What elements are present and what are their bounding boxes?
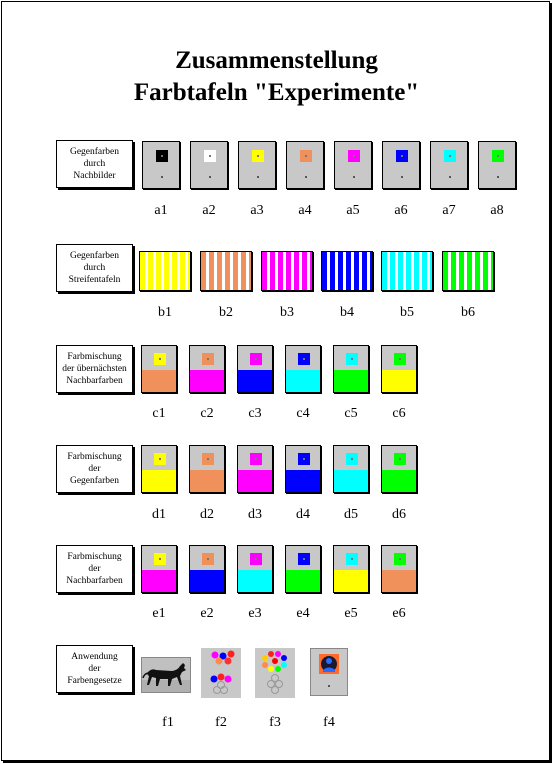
mix-color-area (190, 570, 224, 592)
mix-color-area (142, 370, 176, 392)
caption-b6: b6 (461, 305, 475, 320)
label-row-b: Gegenfarben durch Streifentafeln (56, 244, 133, 292)
color-square (154, 553, 166, 565)
color-square (300, 150, 312, 162)
mix-color-area (286, 370, 320, 392)
mix-color-area (286, 470, 320, 492)
label-row-e: Farbmischung der Nachbarfarben (56, 545, 133, 593)
caption-a2: a2 (202, 203, 216, 218)
color-card-a5[interactable] (334, 141, 372, 189)
image-f2[interactable] (201, 648, 241, 698)
caption-b5: b5 (400, 305, 414, 320)
caption-c2: c2 (200, 406, 214, 421)
page-title-line1: Zusammenstellung (175, 47, 378, 74)
mix-card-c5[interactable] (333, 345, 369, 393)
mix-card-e6[interactable] (381, 545, 417, 593)
color-square (202, 553, 214, 565)
mix-card-d3[interactable] (237, 445, 273, 493)
label-row-f: Anwendung der Farbengesetze (56, 645, 133, 693)
stripe-card-b3[interactable] (261, 251, 313, 291)
color-square (394, 353, 406, 365)
caption-a6: a6 (394, 203, 408, 218)
mix-color-area (334, 470, 368, 492)
caption-e1: e1 (152, 606, 166, 621)
stripe-card-b1[interactable] (139, 251, 191, 291)
mix-card-d5[interactable] (333, 445, 369, 493)
image-f4[interactable] (310, 648, 348, 696)
mix-card-c4[interactable] (285, 345, 321, 393)
color-square (298, 553, 310, 565)
caption-c1: c1 (152, 406, 166, 421)
mix-card-e5[interactable] (333, 545, 369, 593)
color-square (346, 553, 358, 565)
label-row-a: Gegenfarben durch Nachbilder (56, 140, 133, 188)
color-square (250, 353, 262, 365)
caption-d3: d3 (248, 507, 262, 522)
mix-color-area (142, 470, 176, 492)
mix-card-c2[interactable] (189, 345, 225, 393)
caption-f2: f2 (215, 715, 227, 730)
color-square (204, 150, 216, 162)
page-title-line2: Farbtafeln "Experimente" (133, 79, 420, 106)
mix-color-area (334, 370, 368, 392)
caption-f3: f3 (269, 715, 281, 730)
caption-e2: e2 (200, 606, 214, 621)
color-square (154, 353, 166, 365)
caption-f4: f4 (323, 715, 335, 730)
portrait-icon (311, 649, 347, 695)
color-square (156, 150, 168, 162)
color-card-a1[interactable] (142, 141, 180, 189)
caption-c4: c4 (296, 406, 310, 421)
label-row-c: Farbmischung der übernächsten Nachbarfarben (56, 345, 133, 393)
caption-a4: a4 (298, 203, 312, 218)
caption-e4: e4 (296, 606, 310, 621)
color-circles-icon (201, 648, 241, 698)
color-card-a3[interactable] (238, 141, 276, 189)
mix-color-area (382, 370, 416, 392)
color-card-a4[interactable] (286, 141, 324, 189)
color-wheel-icon (255, 648, 295, 698)
caption-d1: d1 (152, 507, 166, 522)
color-square (346, 453, 358, 465)
mix-color-area (382, 470, 416, 492)
mix-color-area (190, 470, 224, 492)
animal-silhouette-icon (142, 658, 190, 692)
caption-e3: e3 (248, 606, 262, 621)
color-square (394, 453, 406, 465)
color-square (252, 150, 264, 162)
mix-card-d6[interactable] (381, 445, 417, 493)
color-square (298, 353, 310, 365)
mix-card-c1[interactable] (141, 345, 177, 393)
caption-a5: a5 (346, 203, 360, 218)
caption-c3: c3 (248, 406, 262, 421)
caption-c5: c5 (344, 406, 358, 421)
caption-a7: a7 (442, 203, 456, 218)
image-f3[interactable] (255, 648, 295, 698)
caption-d6: d6 (392, 507, 406, 522)
stripe-card-b4[interactable] (321, 251, 373, 291)
color-square (492, 150, 504, 162)
mix-color-area (238, 570, 272, 592)
color-square (396, 150, 408, 162)
mix-card-d4[interactable] (285, 445, 321, 493)
caption-d2: d2 (200, 507, 214, 522)
color-square (394, 553, 406, 565)
mix-card-d2[interactable] (189, 445, 225, 493)
color-square (444, 150, 456, 162)
caption-b3: b3 (280, 305, 294, 320)
color-square (346, 353, 358, 365)
color-card-a8[interactable] (478, 141, 516, 189)
mix-color-area (238, 470, 272, 492)
color-square (202, 353, 214, 365)
color-card-a2[interactable] (190, 141, 228, 189)
caption-d4: d4 (296, 507, 310, 522)
stripe-card-b2[interactable] (200, 251, 252, 291)
mix-color-area (286, 570, 320, 592)
caption-b4: b4 (340, 305, 354, 320)
mix-card-e3[interactable] (237, 545, 273, 593)
mix-card-e4[interactable] (285, 545, 321, 593)
color-square (250, 553, 262, 565)
color-card-a6[interactable] (382, 141, 420, 189)
color-square (154, 453, 166, 465)
caption-a1: a1 (154, 203, 168, 218)
stripe-card-b5[interactable] (381, 251, 433, 291)
mix-color-area (238, 370, 272, 392)
mix-color-area (142, 570, 176, 592)
caption-a3: a3 (250, 203, 264, 218)
color-square (250, 453, 262, 465)
mix-card-c3[interactable] (237, 345, 273, 393)
mix-card-d1[interactable] (141, 445, 177, 493)
mix-card-e1[interactable] (141, 545, 177, 593)
color-square (202, 453, 214, 465)
stripe-card-b6[interactable] (442, 251, 494, 291)
caption-b2: b2 (219, 305, 233, 320)
mix-card-e2[interactable] (189, 545, 225, 593)
mix-color-area (382, 570, 416, 592)
color-square (298, 453, 310, 465)
caption-a8: a8 (490, 203, 504, 218)
mix-color-area (190, 370, 224, 392)
caption-e5: e5 (344, 606, 358, 621)
image-f1[interactable] (141, 657, 191, 693)
mix-card-c6[interactable] (381, 345, 417, 393)
caption-c6: c6 (392, 406, 406, 421)
caption-d5: d5 (344, 507, 358, 522)
mix-color-area (334, 570, 368, 592)
caption-f1: f1 (162, 715, 174, 730)
caption-b1: b1 (158, 305, 172, 320)
color-card-a7[interactable] (430, 141, 468, 189)
color-square (348, 150, 360, 162)
label-row-d: Farbmischung der Gegenfarben (56, 445, 133, 493)
caption-e6: e6 (392, 606, 406, 621)
